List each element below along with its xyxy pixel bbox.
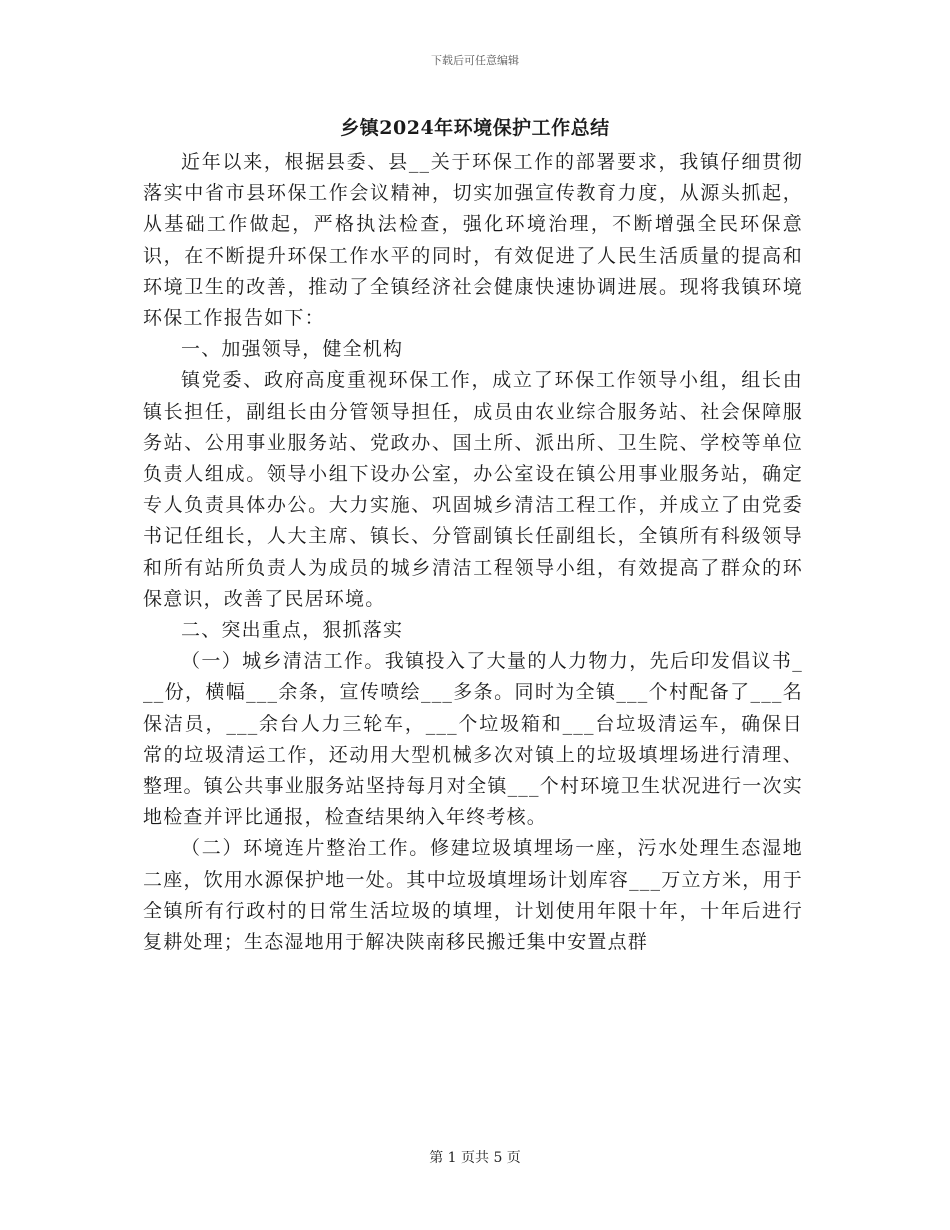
page-number: 第 1 页共 5 页 [429,1150,521,1166]
section-1-paragraph: 镇党委、政府高度重视环保工作，成立了环保工作领导小组，组长由镇长担任，副组长由分管领导担任，成员由农业综合服务站、社会保障服务站、公用事业服务站、党政办、国土所、派出所、卫生院、学校等单位负责人组成。领导小组下设办公室，办公室设在镇公用事业服务站，确定专人负责具体办公。大力实施、巩固城乡清洁工程工作，并成立了由党委书记任组长，人大主席、镇长、分管副镇长任副组长，全镇所有科级领导和所有站所负责人为成员的城乡清洁工程领导小组，有效提高了群众的环保意识，改善了民居环境。 [143,369,803,610]
section-heading-1: 一、加强领导，健全机构 [181,338,404,361]
intro-paragraph: 近年以来，根据县委、县__关于环保工作的部署要求，我镇仔细贯彻落实中省市县环保工作会议精神，切实加强宣传教育力度，从源头抓起，从基础工作做起，严格执法检查，强化环境治理，不断增强全民环保意识，在不断提升环保工作水平的同时，有效促进了人民生活质量的提高和环境卫生的改善，推动了全镇经济社会健康快速协调进展。现将我镇环境环保工作报告如下： [143,151,803,330]
document-body [143,147,803,958]
subsection-2-paragraph: （二）环境连片整治工作。修建垃圾填埋场一座，污水处理生态湿地二座，饮用水源保护地一处。其中垃圾填埋场计划库容___万立方米，用于全镇所有行政村的日常生活垃圾的填埋，计划使用年限十年，十年后进行复耕处理；生态湿地用于解决陕南移民搬迁集中安置点群 [143,837,803,954]
document-title: 乡镇2024年环境保护工作总结 [340,117,610,139]
section-heading-2: 二、突出重点，狠抓落实 [181,619,404,642]
subsection-1-paragraph: （一）城乡清洁工作。我镇投入了大量的人力物力，先后印发倡议书___份，横幅___余条，宣传喷绘___多条。同时为全镇___个村配备了___名保洁员，___余台人力三轮车，___个垃圾箱和___台垃圾清运车，确保日常的垃圾清运工作，还动用大型机械多次对镇上的垃圾填埋场进行清理、整理。镇公共事业服务站坚持每月对全镇___个村环境卫生状况进行一次实地检查并评比通报，检查结果纳入年终考核。 [143,650,803,829]
page-header-note: 下载后可任意编辑 [431,54,519,67]
